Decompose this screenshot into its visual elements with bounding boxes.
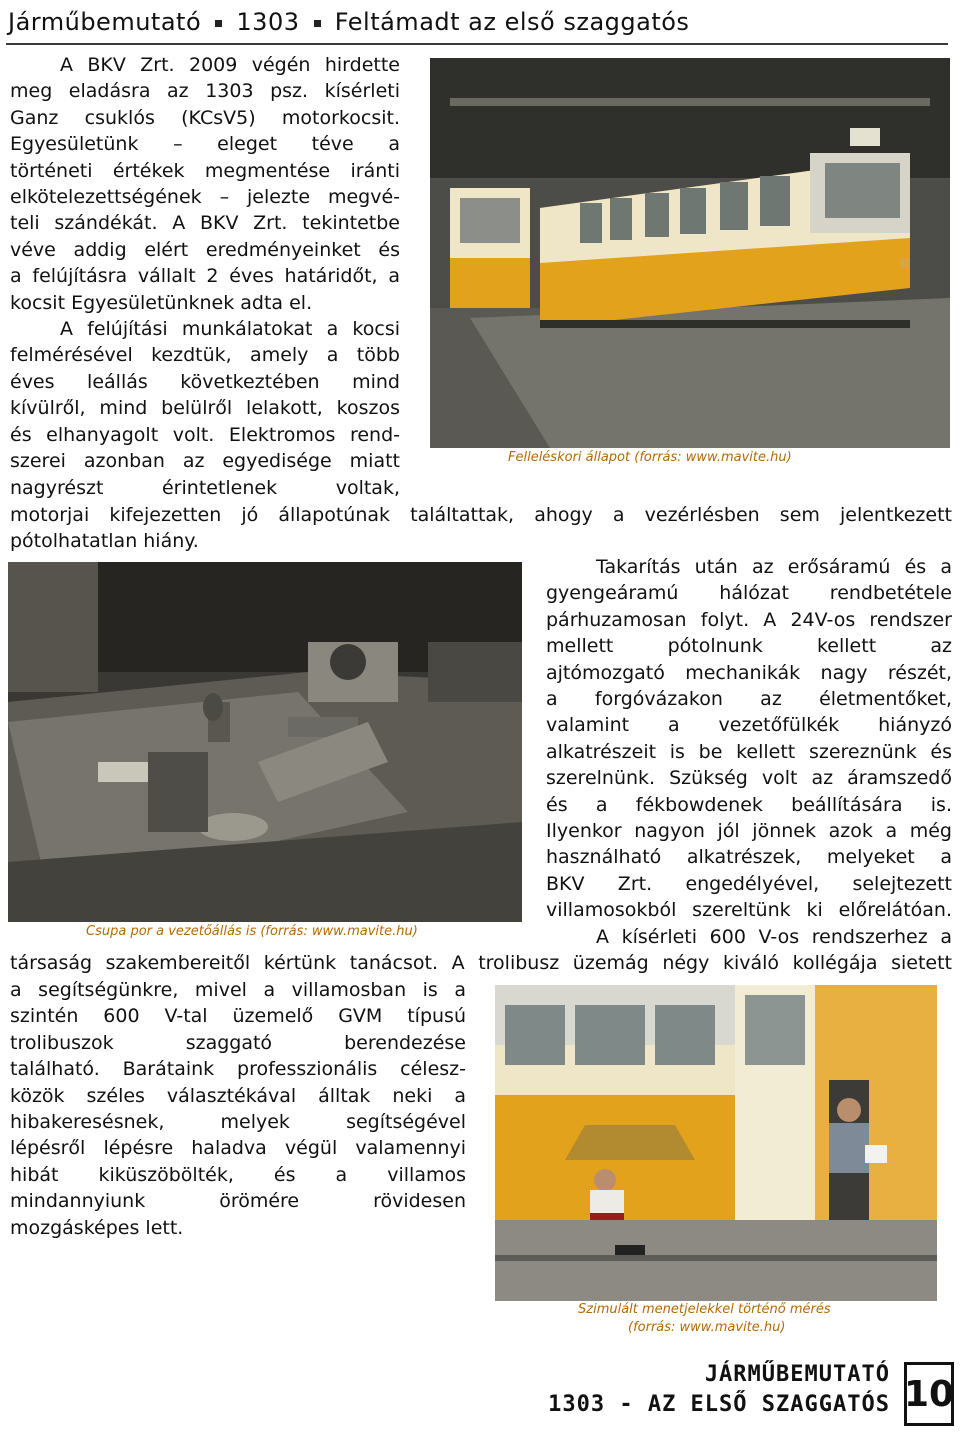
- wide-text-1: [10, 502, 952, 555]
- text-line: BKV Zrt. engedélyével, selejtezett: [546, 872, 952, 895]
- text-line: A felújítási munkálatokat a kocsi: [60, 318, 400, 341]
- header-subtitle: Feltámadt az első szaggatós: [334, 8, 690, 36]
- text-line: A kísérleti 600 V-os rendszerhez a: [596, 925, 952, 948]
- text-line: szintén 600 V-tal üzemelő GVM típusú: [10, 1005, 466, 1028]
- text-line: gyengeáramú hálózat rendbetétele: [546, 582, 952, 605]
- wide-text-2: társaság szakembereitől kértünk tanácsot. A trolibusz üzemág négy kiváló kollégája sietett: [10, 952, 952, 974]
- header-number: 1303: [236, 8, 300, 36]
- page-number: 10: [904, 1362, 954, 1426]
- text-line: villamosokból szereltünk ki előrelátóan.: [546, 899, 952, 922]
- text-line: véve addig elért eredményeinket és: [10, 238, 400, 261]
- text-line: nagyrészt érintetlenek voltak,: [10, 476, 400, 499]
- text-line: pótolhatatlan hiány.: [10, 530, 199, 553]
- caption-photo3-line1: Szimulált menetjelekkel történő mérés: [578, 1302, 831, 1317]
- text-line: mozgásképes lett.: [10, 1216, 184, 1239]
- text-line: mindannyiunk örömére rövidesen: [10, 1190, 466, 1213]
- text-line: és a fékbowdenek beállítására is.: [546, 793, 952, 816]
- text-line: szerelnünk. Szükség volt az áramszedő: [546, 767, 952, 790]
- text-line: Egyesületünk – eleget téve a: [10, 133, 400, 156]
- control-stand-image: [8, 562, 522, 922]
- text-line: motorjai kifejezetten jó állapotúnak találtattak, ahogy a vezérlésben sem jelentkezett: [10, 504, 952, 526]
- photo-control-stand: [8, 562, 522, 922]
- text-line: Takarítás után az erősáramú és a: [596, 556, 952, 578]
- text-line: Ganz csuklós (KCsV5) motorkocsit.: [10, 106, 400, 129]
- text-line: Ilyenkor nagyon jól jönnek azok a még: [546, 820, 952, 843]
- text-line: a felújításra vállalt 2 éves határidőt, a: [10, 265, 400, 288]
- caption-photo2: Csupa por a vezetőállás is (forrás: www.mavite.hu): [86, 924, 418, 939]
- page-footer: [548, 1360, 890, 1420]
- text-line: elkötelezettségének – jelezte megvé-: [10, 186, 400, 209]
- text-line: kívülről, mind belülről lelakott, koszos: [10, 397, 400, 420]
- text-line: A BKV Zrt. 2009 végén hirdette: [60, 54, 400, 76]
- left-column-text: [10, 977, 466, 1241]
- intro-text: [10, 52, 400, 501]
- text-line: éves leállás következtében mind: [10, 370, 400, 393]
- text-line: történeti értékek megmentése iránti: [10, 159, 400, 182]
- text-line: alkatrészeit is be kellett szereznünk és: [546, 740, 952, 763]
- footer-title: 1303 - AZ ELSŐ SZAGGATÓS: [548, 1392, 890, 1417]
- text-line: ajtómozgató mechanikák nagy részét,: [546, 661, 952, 684]
- text-line: hibát kiküszöbölték, és a villamos: [10, 1163, 466, 1186]
- measurement-image: [495, 985, 937, 1301]
- text-line: közök széles választékával álltak neki a: [10, 1084, 466, 1107]
- text-line: teli szándékát. A BKV Zrt. tekintetbe: [10, 212, 400, 235]
- footer-section: JÁRMŰBEMUTATÓ: [704, 1362, 890, 1387]
- text-line: használható alkatrészek, melyeket a: [546, 846, 952, 869]
- page-header: [8, 4, 948, 42]
- text-line: a segítségünkre, mivel a villamosban is a: [10, 979, 466, 1001]
- photo-tram-depot: [430, 58, 950, 448]
- separator-square-icon: [314, 20, 321, 27]
- text-line: és elhanyagolt volt. Elektromos rend-: [10, 423, 400, 446]
- header-rule: [6, 43, 948, 45]
- text-line: mellett pótolnunk kellett az: [546, 635, 952, 658]
- caption-photo3-line2: (forrás: www.mavite.hu): [628, 1320, 786, 1335]
- text-line: felmérésével kezdtük, amely a több: [10, 344, 400, 367]
- separator-square-icon: [215, 20, 222, 27]
- tram-depot-image: [430, 58, 950, 448]
- right-column-text: [546, 554, 952, 950]
- caption-photo1: Felleléskori állapot (forrás: www.mavite.hu): [508, 450, 792, 465]
- text-line: lépésről lépésre haladva végül valamennyi: [10, 1137, 466, 1160]
- photo-measurement: [495, 985, 937, 1301]
- text-line: párhuzamosan folyt. A 24V-os rendszer: [546, 608, 952, 631]
- text-line: valamint a vezetőfülkék hiányzó: [546, 714, 952, 737]
- text-line: kocsit Egyesületünknek adta el.: [10, 291, 313, 314]
- text-line: meg eladásra az 1303 psz. kísérleti: [10, 80, 400, 103]
- text-line: található. Barátaink professzionális célesz-: [10, 1058, 466, 1081]
- text-line: a forgóvázakon az életmentőket,: [546, 688, 952, 711]
- header-section: Járműbemutató: [8, 8, 202, 36]
- text-line: trolibuszok szaggató berendezése: [10, 1031, 466, 1054]
- text-line: szerei azonban az egyedisége miatt: [10, 450, 400, 473]
- text-line: hibakeresésnek, melyek segítségével: [10, 1111, 466, 1134]
